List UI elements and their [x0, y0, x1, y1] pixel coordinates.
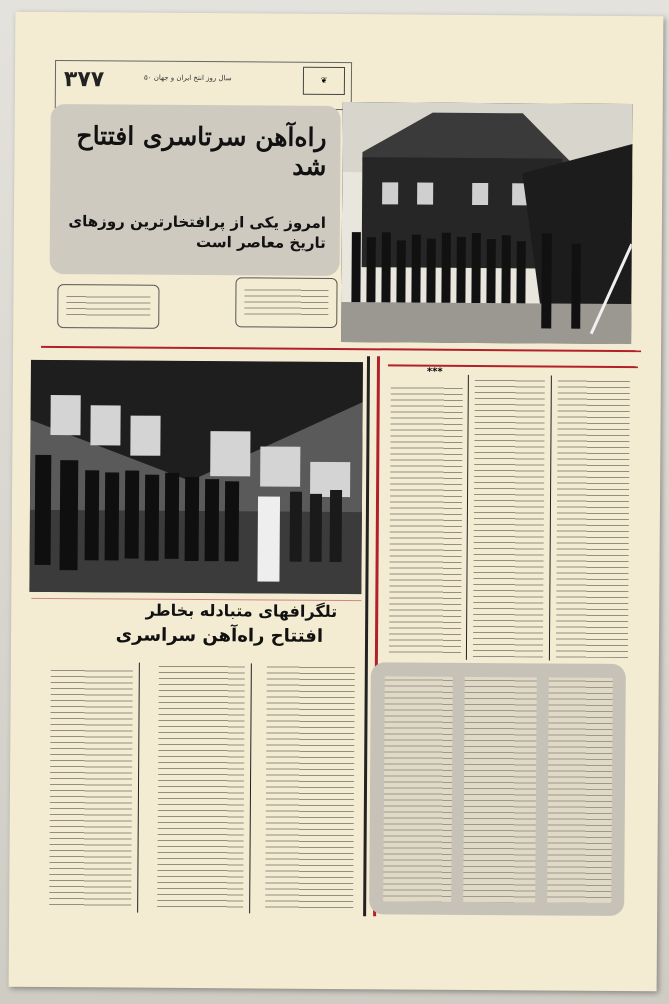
- newspaper-page: [9, 12, 664, 992]
- telegram-column-2: [157, 663, 245, 909]
- telegram-column-1: [49, 667, 133, 908]
- column-top-red-rule: [388, 364, 638, 368]
- masthead-logo: ❦: [303, 67, 345, 95]
- article-column-1: [389, 384, 463, 654]
- names-list-column-2: [463, 677, 537, 902]
- platform-photo-image: [29, 360, 363, 594]
- platform-photo: [29, 360, 363, 594]
- column-rule: [249, 663, 252, 913]
- column-rule: [137, 663, 140, 913]
- telegram-title-line2: افتتاح راه‌آهن سراسری: [115, 624, 324, 647]
- header-caption: ۵۰ سال روز انتخ ایران و جهان: [143, 73, 232, 83]
- names-list-column-1: [383, 676, 453, 901]
- station-photo: [341, 102, 633, 344]
- article-column-3: [556, 378, 630, 658]
- headline-panel: [50, 104, 341, 276]
- section-stars: ***: [426, 366, 443, 378]
- column-rule: [466, 375, 469, 660]
- telegram-title-line1: تلگرافهای متبادله بخاطر: [145, 600, 338, 622]
- headline-title: راه‌آهن سرتاسری افتتاح شد: [76, 121, 327, 181]
- page-number: ۳۷۷: [63, 67, 105, 93]
- station-photo-image: [341, 102, 633, 344]
- headline-subtitle: امروز یکی از پرافتخارترین روزهای تاریخ معاصر است: [68, 212, 327, 252]
- telegram-column-3: [265, 664, 355, 910]
- column-rule: [549, 375, 552, 660]
- article-column-2: [473, 377, 545, 657]
- names-list-panel: [369, 662, 626, 916]
- names-list-column-3: [547, 677, 613, 902]
- caption-box-left: [57, 284, 159, 329]
- horizontal-red-rule: [41, 346, 641, 352]
- caption-box-right: [235, 277, 337, 328]
- page-header: [55, 60, 352, 110]
